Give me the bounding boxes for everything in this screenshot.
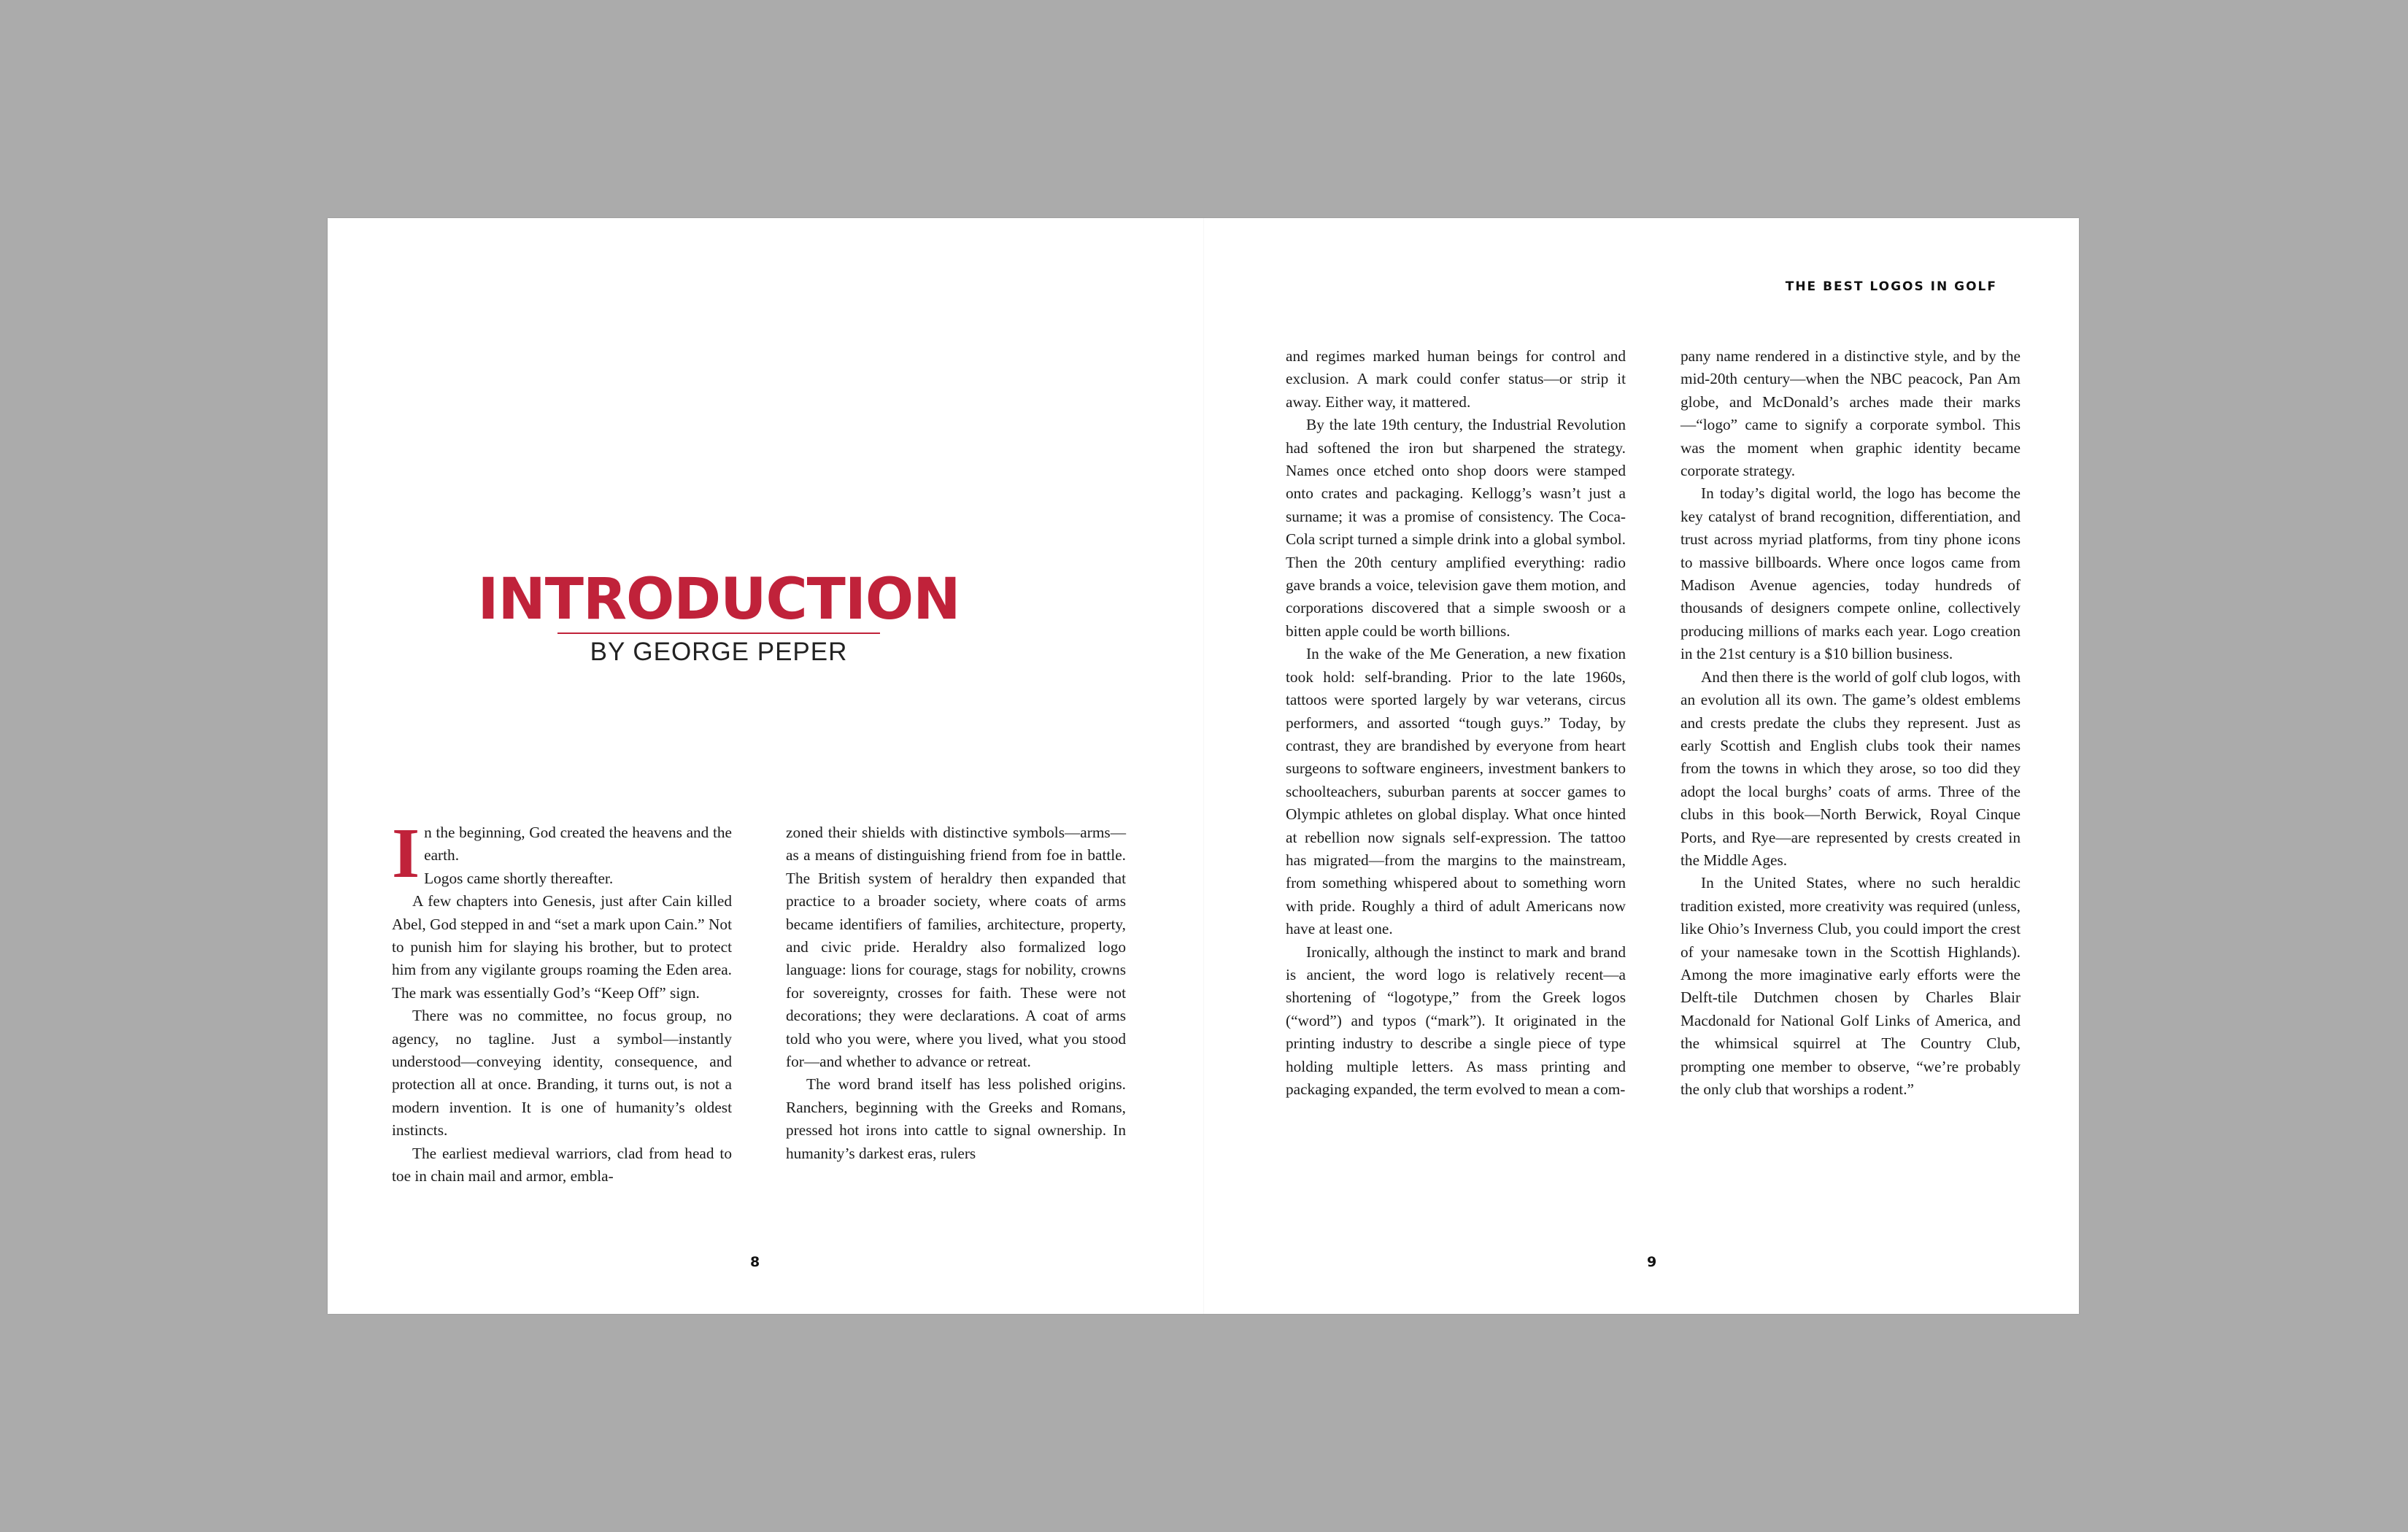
paragraph: By the late 19th century, the Industrial Revolution had softened the iron but sharpened the strategy. Names once etched onto shop doors were stamped onto crates and packaging. Kellogg’s wasn’t just a surname; it was a promise of consistency. The Coca-Cola script turned a simple drink into a global symbol. Then the 20th century amplified everything: radio gave brands a voice, television gave them motion, and corporations discovered that a simple swoosh or a bitten apple could be worth billions. [1286,416,1626,640]
paragraph: A few chapters into Genesis, just after Cain killed Abel, God stepped in and “set a mark upon Cain.” Not to punish him for slaying his brother, but to protect him from any vigilante groups roaming the Eden area. The mark was essentially God’s “Keep Off” sign. [392,892,732,1002]
paragraph: The earliest medieval warriors, clad from head to toe in chain mail and armor, embla- [392,1144,732,1185]
paragraph: And then there is the world of golf club logos, with an evolution all its own. The game’s oldest emblems and crests predate the clubs they represent. Just as early Scottish and English clubs took their names from the towns in which they arose, so too did they adopt the local burghs’ coats of arms. Three of the clubs in this book—North Berwick, Royal Cinque Ports, and Rye—are represented by crests created in the Middle Ages. [1680,668,2021,869]
title-block [444,568,993,668]
paragraph: Ironically, although the instinct to mark and brand is ancient, the word logo is relatively recent—a shortening of “logotype,” from the Greek logos (“word”) and typos (“mark”). It originated in the printing industry to describe a single piece of type holding multiple letters. As mass printing and packaging expanded, the term evolved to mean a com- [1286,943,1626,1098]
spine-fold [1203,218,1204,1314]
paragraph: In the wake of the Me Generation, a new fixation took hold: self-branding. Prior to the late 1960s, tattoos were sported largely by war veterans, circus performers, and assorted “tough guys.” Today, by contrast, they are brandished by everyone from heart surgeons to software engineers, investment bankers to schoolteachers, suburban parents at soccer games to Olympic athletes on global display. What once hinted at rebellion now signals self-expression. The tattoo has migrated—from the margins to the mainstream, from something whispered about to something worn with pride. Roughly a third of adult Americans now have at least one. [1286,645,1626,938]
running-head: THE BEST LOGOS IN GOLF [1785,279,1997,294]
chapter-title: INTRODUCTION [477,567,960,632]
text-column-1 [392,814,732,1188]
text-column-3 [1286,345,1626,1101]
page-number-left: 8 [750,1254,760,1270]
opening-line-2: Logos came shortly thereafter. [424,869,614,887]
paragraph: The word brand itself has less polished origins. Ranchers, beginning with the Greeks and Romans, pressed hot irons into cattle to signal ownership. In humanity’s darkest eras, rulers [786,1075,1126,1162]
opening-text: n the beginning, God created the heavens and the earth. [424,824,732,864]
paragraph: There was no committee, no focus group, no agency, no tagline. Just a symbol—instantly understood—conveying identity, consequence, and protection all at once. Branding, it turns out, is not a modern invention. It is one of humanity’s oldest instincts. [392,1007,732,1140]
paragraph: In today’s digital world, the logo has become the key catalyst of brand recognition, differentiation, and trust across myriad platforms, from tiny phone icons to massive billboards. Where once logos came from Madison Avenue agencies, today hundreds of thousands of designers compete online, collectively producing millions of marks each year. Logo creation in the 21st century is a $10 billion business. [1680,484,2021,663]
paragraph: In the United States, where no such heraldic tradition existed, more creativity was required (unless, like Ohio’s Inverness Club, you could import the crest of your namesake town in the Scottish Highlands). Among the more imaginative early efforts were the Delft-tile Dutchmen chosen by Charles Blair Macdonald for National Golf Links of America, and the whimsical squirrel at The Country Club, prompting one member to observe, “we’re probably the only club that worships a rodent.” [1680,874,2021,1098]
paragraph-continuation: and regimes marked human beings for control and exclusion. A mark could confer status—or strip it away. Either way, it mattered. [1286,347,1626,411]
drop-cap: I [392,814,420,893]
paragraph-continuation: zoned their shields with distinctive symbols—arms—as a means of distinguishing friend from foe in battle. The British system of heraldry then expanded that practice to a broader society, where coats of arms became identifiers of families, architecture, property, and civic pride. Heraldry also formalized logo language: lions for courage, stags for nobility, crowns for sovereignty, crosses for faith. These were not decorations; they were declarations. A coat of arms told who you were, where you lived, what you stood for—and whether to advance or retreat. [786,824,1126,1071]
page-number-right: 9 [1647,1254,1657,1270]
byline: BY GEORGE PEPER [590,638,848,666]
title-rule [557,632,880,634]
paragraph-continuation: pany name rendered in a distinctive style, and by the mid-20th century—when the NBC peacock, Pan Am globe, and McDonald’s arches made their marks—“logo” came to signify a corporate symbol. This was the moment when graphic identity became corporate strategy. [1680,347,2021,480]
book-spread [328,218,2079,1314]
text-column-2 [786,821,1126,1165]
text-column-4 [1680,345,2021,1101]
